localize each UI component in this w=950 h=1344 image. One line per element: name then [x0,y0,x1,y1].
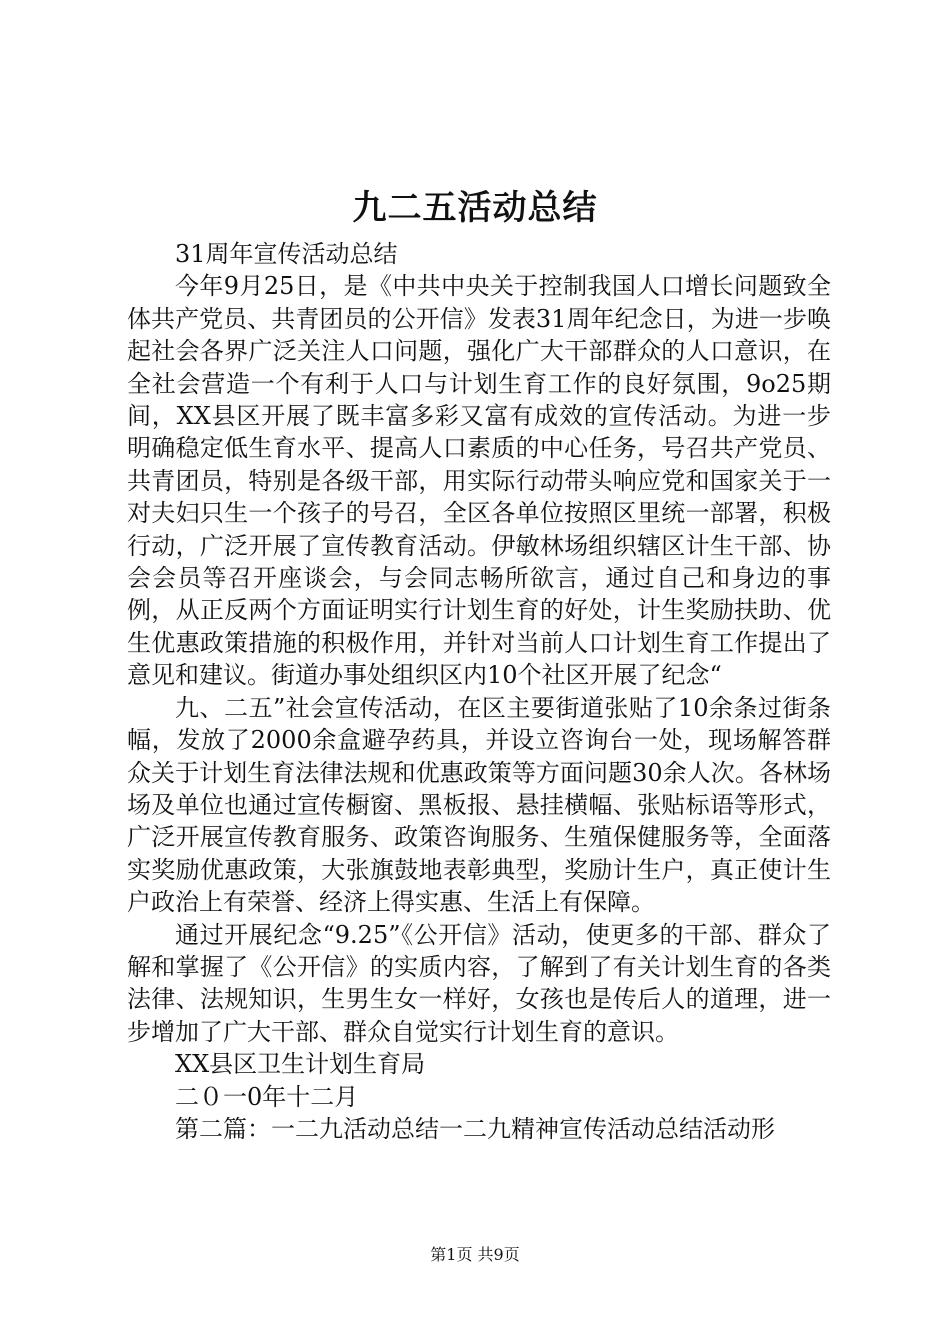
document-title: 九二五活动总结 [352,188,598,228]
paragraph-conclusion: 通过开展纪念“9.25”《公开信》活动，使更多的干部、群众了解和掌握了《公开信》的实质内容，了解到了有关计划生育的各类法律、法规知识，生男生女一样好，女孩也是传后人的道理，进一步增加了广大干部、群众自觉实行计划生育的意识。 [127,920,831,1046]
paragraph-next-section: 第二篇：一二九活动总结一二九精神宣传活动总结活动形 [175,1114,775,1143]
paragraph-activities: 九、二五”社会宣传活动，在区主要街道张贴了10余条过街条幅，发放了2000余盒避孕药具，并设立咨询台一处，现场解答群众关于计划生育法律法规和优惠政策等方面问题30余人次。各林场场及单位也通过宣传橱窗、黑板报、悬挂横幅、张贴标语等形式，广泛开展宣传教育服务、政策咨询服务、生殖保健服务等，全面落实奖励优惠政策，大张旗鼓地表彰典型，奖励计生户，真正使计生户政治上有荣誉、经济上得实惠、生活上有保障。 [127,693,831,917]
paragraph-subtitle: 31周年宣传活动总结 [175,240,398,268]
signature-organization: XX县区卫生计划生育局 [175,1050,426,1079]
document-body [127,238,831,1145]
signature-date: 二０一0年十二月 [175,1082,359,1111]
paragraph-intro: 今年9月25日，是《中共中央关于控制我国人口增长问题致全体共产党员、共青团员的公开信》发表31周年纪念日，为进一步唤起社会各界广泛关注人口问题，强化广大干部群众的人口意识，在全社会营造一个有利于人口与计划生育工作的良好氛围，9o25期间，XX县区开展了既丰富多彩又富有成效的宣传活动。为进一步明确稳定低生育水平、提高人口素质的中心任务，号召共产党员、共青团员，特别是各级干部，用实际行动带头响应党和国家关于一对夫妇只生一个孩子的号召，全区各单位按照区里统一部署，积极行动，广泛开展了宣传教育活动。伊敏林场组织辖区计生干部、协会会员等召开座谈会，与会同志畅所欲言，通过自己和身边的事例，从正反两个方面证明实行计划生育的好处，计生奖励扶助、优生优惠政策措施的积极作用，并针对当前人口计划生育工作提出了意见和建议。街道办事处组织区内10个社区开展了纪念“ [127,272,831,690]
page-footer: 第1页 共9页 [430,1245,520,1264]
